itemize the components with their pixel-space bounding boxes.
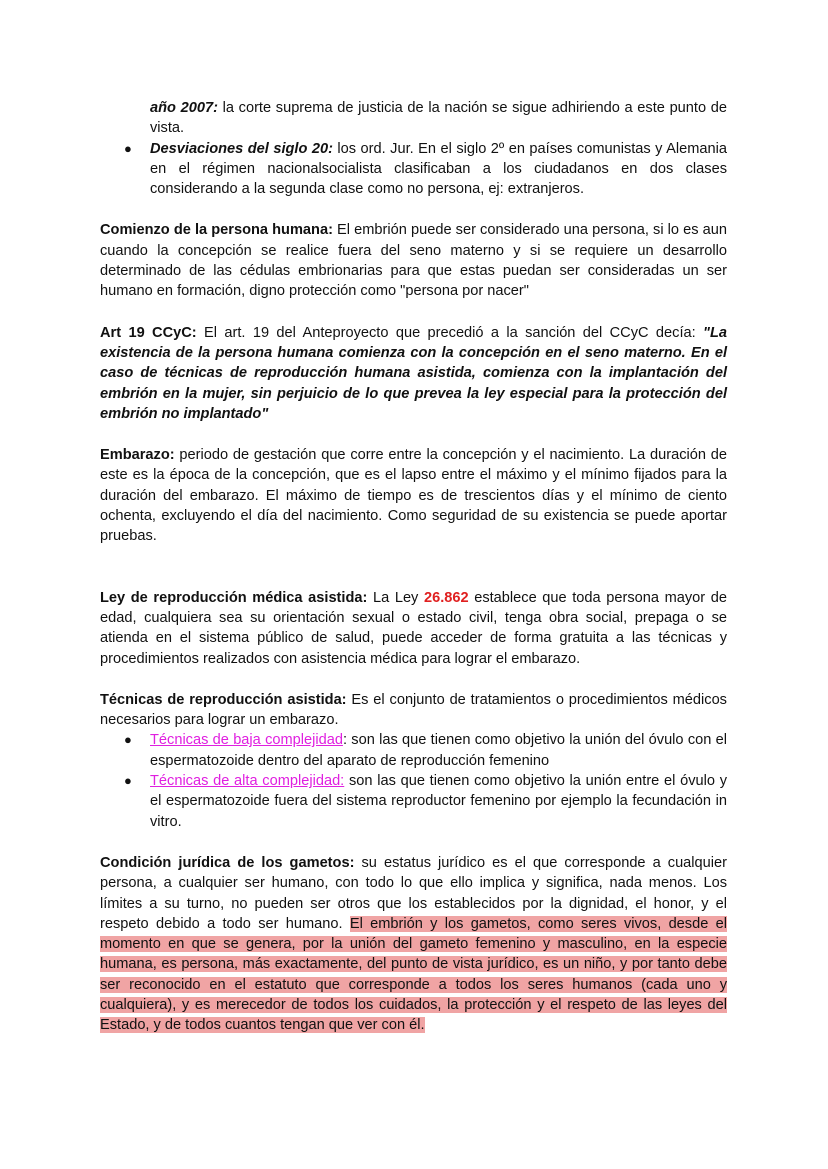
desviaciones-list: [100, 139, 727, 200]
art19-text: El art. 19 del Anteproyecto que precedió a la sanción del CCyC decía:: [196, 324, 704, 341]
ley-number: 26.862: [423, 589, 469, 606]
gametos-heading: Condición jurídica de los gametos:: [100, 854, 355, 871]
intro-year-text: la corte suprema de justicia de la nación se sigue adhiriendo a este punto de vista.: [150, 100, 727, 137]
embarazo-paragraph: [100, 445, 727, 546]
baja-complejidad-suffix: :: [342, 732, 348, 749]
list-item: [100, 730, 727, 771]
intro-paragraph: [100, 98, 727, 139]
alta-complejidad-text: son las que tienen como objetivo la unión entre el óvulo y el espermatozoide fuera del sistema reproductor femenino por ejemplo la fecundación in vitro.: [150, 773, 727, 830]
desviaciones-text: los ord. Jur. En el siglo 2º en países comunistas y Alemania en el régimen nacionalsocialista clasificaban a los ciudadanos en dos clases considerando a la segunda clase como no persona, ej: extranjeros.: [150, 140, 727, 198]
baja-complejidad-text: son las que tienen como objetivo la unión del óvulo con el espermatozoide dentro del aparato de reproducción femenino: [150, 732, 727, 769]
list-item: [100, 771, 727, 832]
ley-paragraph: [100, 588, 727, 669]
ley-heading: Ley de reproducción médica asistida:: [100, 589, 368, 606]
document-body: [100, 98, 727, 1036]
bullet-icon: ●: [124, 732, 132, 748]
tecnicas-paragraph: [100, 690, 727, 731]
gametos-text: su estatus jurídico es el que corresponde a cualquier persona, a cualquier ser humano, con todo lo que ello implica y significa, nada menos. Los límites a su turno, no pueden ser otros que los establecidos por la dignidad, el honor, y el respeto debido a todo ser humano.: [100, 854, 727, 932]
tecnicas-list: [100, 730, 727, 831]
alta-complejidad-link[interactable]: Técnicas de alta complejidad:: [150, 773, 345, 790]
embarazo-heading: Embarazo:: [100, 447, 175, 464]
ley-pre: La Ley: [367, 589, 424, 606]
tecnicas-heading: Técnicas de reproducción asistida:: [100, 691, 347, 708]
ley-post: establece que toda persona mayor de edad, cualquiera sea su orientación sexual o estado civil, tenga obra social, prepaga o se atienda en el sistema público de salud, puede acceder de forma gratuita a las técnicas y procedimientos realizados con asistencia médica para lograr el embarazo.: [100, 589, 727, 667]
bullet-icon: ●: [124, 773, 132, 789]
comienzo-heading: Comienzo de la persona humana:: [100, 222, 333, 239]
desviaciones-label: Desviaciones del siglo 20:: [150, 140, 333, 157]
gametos-highlight: El embrión y los gametos, como seres vivos, desde el momento en que se genera, por la unión del gameto femenino y masculino, en la especie humana, es persona, más exactamente, del punto de vista jurídico, es un niño, y por tanto debe ser reconocido en el estatuto que corresponde a todos los seres humanos (cada uno y cualquiera), y es merecedor de todos los cuidados, la protección y el respeto de las leyes del Estado, y de todos cuantos tengan que ver con él.: [100, 915, 727, 1034]
baja-complejidad-link[interactable]: Técnicas de baja complejidad: [150, 732, 343, 749]
list-item: [100, 139, 727, 200]
art19-quote: "La existencia de la persona humana comienza con la concepción en el seno materno. En el caso de técnicas de reproducción humana asistida, comienza con la implantación del embrión en la mujer, sin perjuicio de lo que prevea la ley especial para la protección del embrión no implantado": [100, 324, 727, 422]
art19-paragraph: [100, 323, 727, 424]
tecnicas-text: Es el conjunto de tratamientos o procedimientos médicos necesarios para lograr un embarazo.: [100, 691, 727, 729]
bullet-icon: ●: [124, 140, 132, 156]
embarazo-text: periodo de gestación que corre entre la concepción y el nacimiento. La duración de este es la época de la concepción, que es el lapso entre el máximo y el mínimo fijados para la duración del embarazo. El máximo de tiempo es de trescientos días y el mínimo de ciento ochenta, excluyendo el día del nacimiento. Como seguridad de su existencia se puede aportar pruebas.: [100, 447, 727, 545]
comienzo-text: El embrión puede ser considerado una persona, si lo es aun cuando la concepción se realice fuera del seno materno y si se requiere un desarrollo determinado de las cédulas embrionarias para que estas puedan ser consideradas un ser humano en formación, digno protección como "persona por nacer": [100, 222, 728, 300]
art19-heading: Art 19 CCyC:: [100, 324, 197, 341]
comienzo-paragraph: [100, 220, 727, 301]
gametos-paragraph: [100, 853, 727, 1036]
intro-year-label: año 2007:: [150, 100, 218, 116]
